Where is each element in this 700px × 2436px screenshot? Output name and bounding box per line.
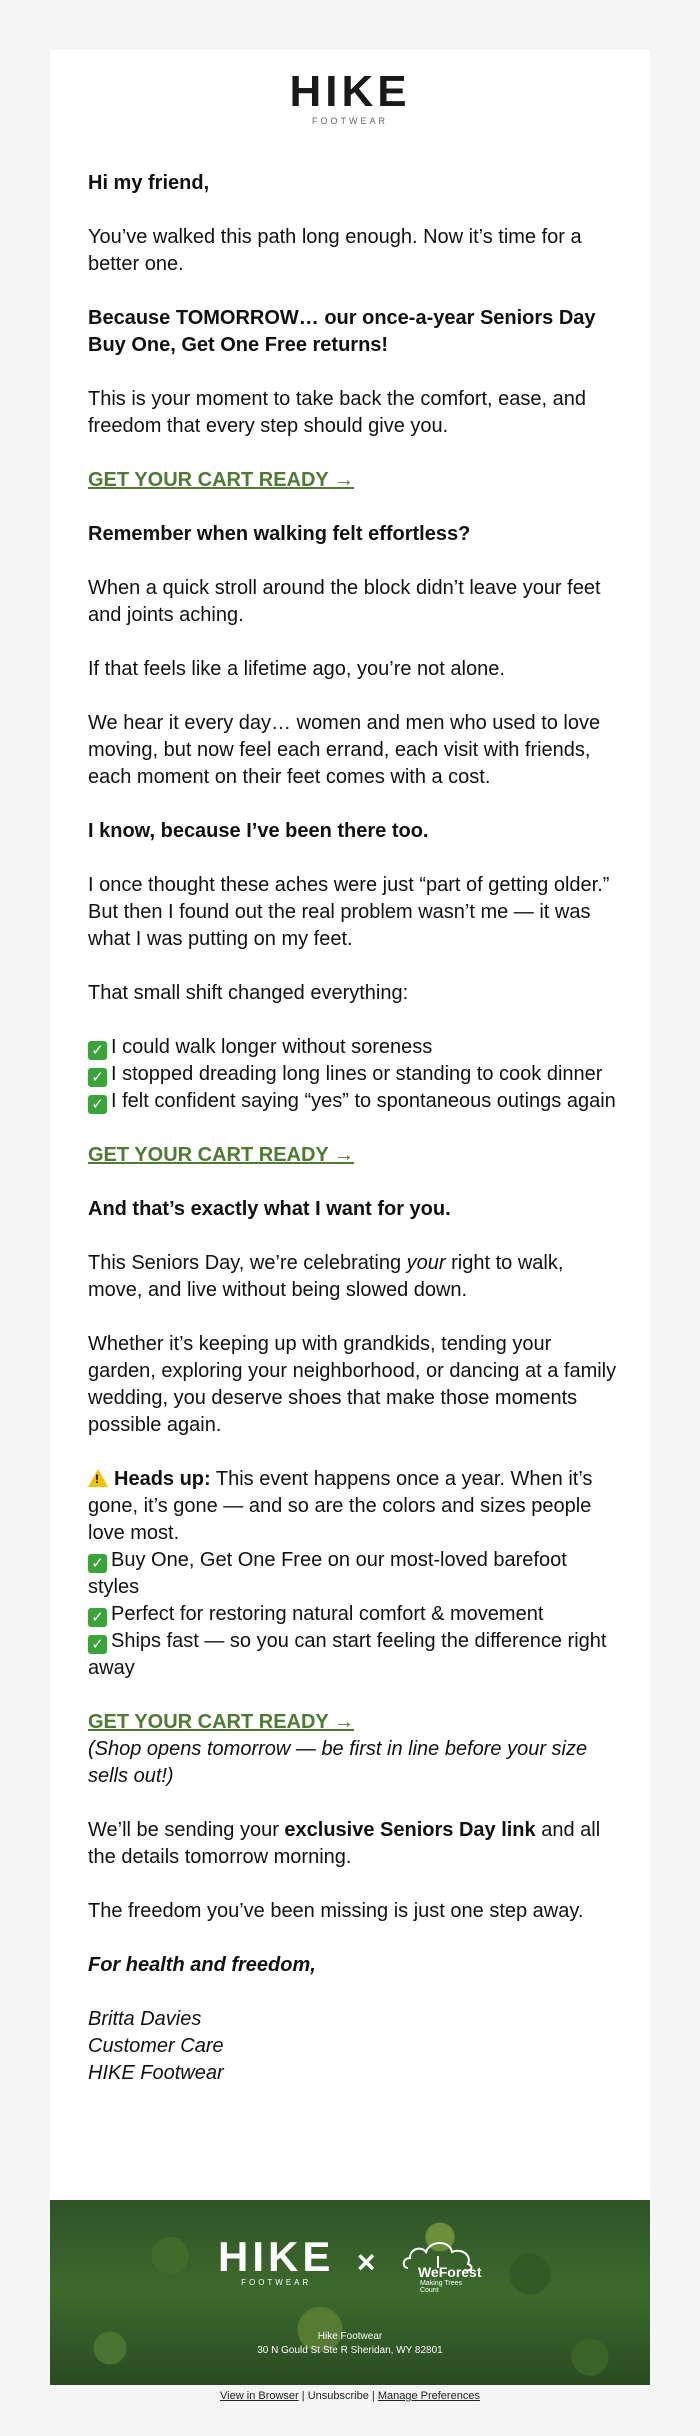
- footer-links: [0, 2390, 700, 2402]
- email-body: [88, 170, 618, 2114]
- paragraph: If that feels like a lifetime ago, you’re not alone.: [88, 658, 505, 680]
- warning-icon: !: [88, 1469, 108, 1487]
- signoff: For health and freedom,: [88, 1954, 316, 1976]
- cta-link-1[interactable]: GET YOUR CART READY →: [88, 469, 354, 491]
- check-mark-icon: ✓: [88, 1068, 107, 1087]
- paragraph: That small shift changed everything:: [88, 982, 409, 1004]
- paragraph: I once thought these aches were just “part of getting older.” But then I found out the real problem wasn’t me — it was what I was putting on my feet.: [88, 874, 610, 950]
- benefits-list: [88, 1034, 618, 1115]
- street-address: 30 N Gould St Ste R Sheridan, WY 82801: [257, 2345, 443, 2356]
- weforest-name: WeForest: [417, 2264, 482, 2280]
- brand-logo[interactable]: [50, 67, 650, 126]
- weforest-logo[interactable]: [398, 2234, 482, 2294]
- check-mark-icon: ✓: [88, 1635, 107, 1654]
- check-mark-icon: ✓: [88, 1554, 107, 1573]
- check-mark-icon: ✓: [88, 1041, 107, 1060]
- separator: |: [298, 2390, 308, 2402]
- signature-title: Customer Care: [88, 2035, 224, 2057]
- check-mark-icon: ✓: [88, 1095, 107, 1114]
- list-item: ✓ Perfect for restoring natural comfort & movement: [88, 1603, 543, 1625]
- view-in-browser-link[interactable]: View in Browser: [220, 2390, 299, 2402]
- unsubscribe-link[interactable]: Unsubscribe: [307, 2390, 369, 2402]
- signature-company: HIKE Footwear: [88, 2062, 224, 2084]
- greeting: Hi my friend,: [88, 172, 210, 194]
- footer-separator: ×: [356, 2243, 376, 2280]
- manage-preferences-link[interactable]: Manage Preferences: [377, 2390, 480, 2402]
- subheading: Remember when walking felt effortless?: [88, 523, 471, 545]
- cta-block: [88, 1709, 618, 1790]
- announcement: Because TOMORROW… our once-a-year Seniors Day Buy One, Get One Free returns!: [88, 307, 596, 356]
- footer-logos: [50, 2233, 650, 2294]
- list-item: ✓ I felt confident saying “yes” to spontaneous outings again: [88, 1090, 616, 1112]
- paragraph: This Seniors Day, we’re celebrating your right to walk, move, and live without being slowed down.: [88, 1252, 564, 1301]
- company-name: Hike Footwear: [317, 2331, 383, 2342]
- paragraph: We’ll be sending your exclusive Seniors Day link and all the details tomorrow morning.: [88, 1819, 601, 1868]
- list-item: ✓ I could walk longer without soreness: [88, 1036, 432, 1058]
- footer-banner: [50, 2200, 650, 2385]
- logo-wordmark: HIKE: [289, 67, 411, 116]
- subheading: And that’s exactly what I want for you.: [88, 1198, 451, 1220]
- cta-link-3[interactable]: GET YOUR CART READY →: [88, 1711, 354, 1733]
- paragraph: We hear it every day… women and men who used to love moving, but now feel each errand, each visit with friends, each moment on their feet comes with a cost.: [88, 712, 601, 788]
- paragraph: You’ve walked this path long enough. Now it’s time for a better one.: [88, 226, 582, 275]
- paragraph: The freedom you’ve been missing is just one step away.: [88, 1900, 584, 1922]
- list-item: ✓ I stopped dreading long lines or standing to cook dinner: [88, 1063, 602, 1085]
- signature-name: Britta Davies: [88, 2008, 202, 2030]
- email-card: [50, 50, 650, 2200]
- cta-link-2[interactable]: GET YOUR CART READY →: [88, 1144, 354, 1166]
- footer-hike-logo[interactable]: HIKE FOOTWEAR: [218, 2233, 335, 2287]
- list-item: ✓ Buy One, Get One Free on our most-loved barefoot styles: [88, 1549, 567, 1598]
- list-item: ✓ Ships fast — so you can start feeling the difference right away: [88, 1630, 607, 1679]
- heads-up-label: Heads up:: [114, 1468, 211, 1490]
- heads-up-block: ! Heads up: This event happens once a year. When it’s gone, it’s gone — and so are the colors and sizes people love most. ✓ Buy One, Get One Free on our most-loved barefoot styles ✓ Perfect for restoring natural comfort & movement ✓ Ships fast — so you can start feeling the difference right away: [88, 1468, 607, 1679]
- footer-address: [50, 2330, 650, 2358]
- paragraph: Whether it’s keeping up with grandkids, tending your garden, exploring your neighborhood, or dancing at a family wedding, you deserve shoes that make those moments possible again.: [88, 1333, 617, 1436]
- check-mark-icon: ✓: [88, 1608, 107, 1627]
- logo-tagline: FOOTWEAR: [312, 116, 388, 126]
- separator: |: [368, 2390, 378, 2402]
- signature: [88, 2006, 618, 2087]
- subheading: I know, because I’ve been there too.: [88, 820, 429, 842]
- paragraph: This is your moment to take back the comfort, ease, and freedom that every step should give you.: [88, 388, 587, 437]
- weforest-tagline: Making Trees Count: [419, 2280, 462, 2294]
- paragraph: When a quick stroll around the block didn’t leave your feet and joints aching.: [88, 577, 601, 626]
- shop-note: (Shop opens tomorrow — be first in line before your size sells out!): [88, 1738, 588, 1787]
